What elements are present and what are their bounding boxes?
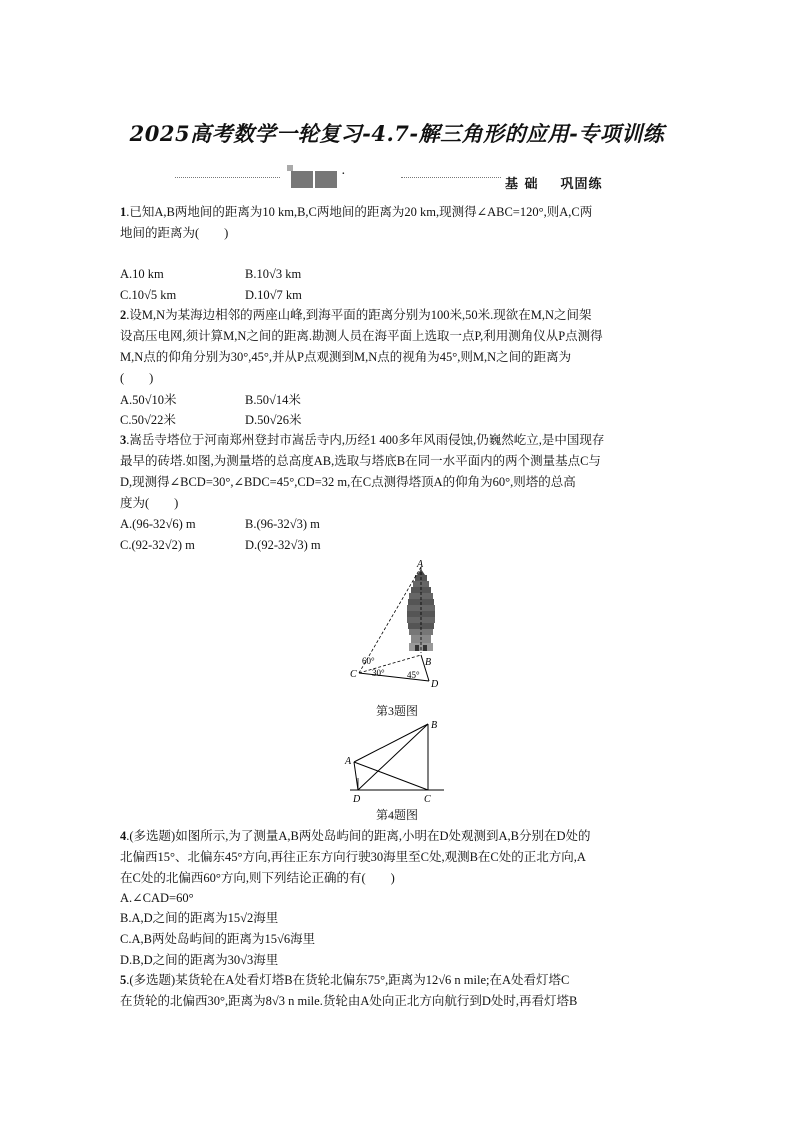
figure-3-caption: 第3题图 xyxy=(375,704,418,718)
option-a: A.50√10米 xyxy=(120,393,177,407)
option-d: D.10√7 km xyxy=(245,288,302,302)
question-stem: 度为( ) xyxy=(120,496,179,510)
question-stem: D,现测得∠BCD=30°,∠BDC=45°,CD=32 m,在C点测得塔顶A的仰角为60°,则塔的总高 xyxy=(120,475,576,489)
figure-4-diagram xyxy=(342,718,452,804)
options-row xyxy=(120,514,370,534)
section-label-practice: 巩固练 xyxy=(560,177,603,192)
question-number: 5 xyxy=(120,973,127,987)
line-ac xyxy=(354,762,428,790)
question-stem: M,N点的仰角分别为30°,45°,并从P点观测到M,N点的视角为45°,则M,N之间的距离为 xyxy=(120,350,572,364)
page-title: 2025高考数学一轮复习-4.7-解三角形的应用-专项训练 xyxy=(129,121,665,146)
options-row xyxy=(120,285,370,305)
decor-dot: · xyxy=(341,167,346,182)
dotted-rule-right xyxy=(401,177,501,178)
options-row xyxy=(120,410,370,430)
question-2 xyxy=(120,305,680,389)
label-c: C xyxy=(424,794,431,804)
option-a: A.∠CAD=60° xyxy=(120,891,194,905)
option-b: B.(96-32√3) m xyxy=(245,517,320,531)
label-a: A xyxy=(417,559,424,570)
option-c: C.10√5 km xyxy=(120,288,177,302)
section-header xyxy=(175,165,635,195)
option-a: A.(96-32√6) m xyxy=(120,517,196,531)
option-c: C.A,B两处岛屿间的距离为15√6海里 xyxy=(120,932,316,946)
angle-label-30: 30° xyxy=(372,668,385,678)
question-5 xyxy=(120,970,680,1012)
question-stem: .(多选题)某货轮在A处看灯塔B在货轮北偏东75°,距离为12√6 n mile;在A处看灯塔C xyxy=(126,973,570,987)
option-d: D.B,D之间的距离为30√3海里 xyxy=(120,953,279,967)
question-1 xyxy=(120,202,680,244)
question-number: 2 xyxy=(120,308,127,322)
line-db xyxy=(358,724,428,790)
question-number: 1 xyxy=(120,205,127,219)
angle-label-45: 45° xyxy=(407,670,420,680)
question-stem: .设M,N为某海边相邻的两座山峰,到海平面的距离分别为100米,50米.现欲在M,N之间架 xyxy=(126,308,592,322)
question-stem: 地间的距离为( ) xyxy=(120,226,229,240)
option-d: D.50√26米 xyxy=(245,413,302,427)
question-stem: 设高压电网,须计算M,N之间的距离.勘测人员在海平面上选取一点P,利用测角仪从P点测得 xyxy=(120,329,603,343)
line-ad xyxy=(354,762,358,790)
line-ab xyxy=(354,724,428,762)
options-row xyxy=(120,390,370,410)
option-b: B.50√14米 xyxy=(245,393,301,407)
label-b: B xyxy=(425,657,432,668)
options-row xyxy=(120,535,370,555)
angle-label-60: 60° xyxy=(362,656,375,666)
label-d: D xyxy=(431,679,439,690)
question-4 xyxy=(120,826,680,889)
section-label-basic: 基 础 xyxy=(505,177,539,192)
section-title xyxy=(505,173,625,192)
question-stem: ( ) xyxy=(120,371,154,385)
option-d: D.(92-32√3) m xyxy=(245,538,321,552)
figure-4-caption: 第4题图 xyxy=(375,808,418,822)
figure-3-pagoda-diagram xyxy=(345,557,450,693)
question-stem: .(多选题)如图所示,为了测量A,B两处岛屿间的距离,小明在D处观测到A,B分别在D处的 xyxy=(126,829,591,843)
question-number: 3 xyxy=(120,433,127,447)
dotted-rule-left xyxy=(175,177,280,178)
label-b: B xyxy=(431,720,438,731)
label-d: D xyxy=(353,794,361,804)
question-stem: 最早的砖塔.如图,为测量塔的总高度AB,选取与塔底B在同一水平面内的两个测量基点C与 xyxy=(120,454,601,468)
decor-block-2 xyxy=(315,171,337,188)
option-b: B.A,D之间的距离为15√2海里 xyxy=(120,911,279,925)
question-stem: 北偏西15°、北偏东45°方向,再往正东方向行驶30海里至C处,观测B在C处的正北方向,A xyxy=(120,850,586,864)
question-stem: .已知A,B两地间的距离为10 km,B,C两地间的距离为20 km,现测得∠ABC=120°,则A,C两 xyxy=(126,205,593,219)
question-3 xyxy=(120,430,680,514)
label-a: A xyxy=(345,756,352,767)
options-row xyxy=(120,264,370,284)
question-stem: 在货轮的北偏西30°,距离为8√3 n mile.货轮由A处向正北方向航行到D处时,再看灯塔B xyxy=(120,994,578,1008)
option-c: C.50√22米 xyxy=(120,413,176,427)
label-c: C xyxy=(350,669,357,680)
decor-block-1 xyxy=(291,171,313,188)
option-b: B.10√3 km xyxy=(245,267,302,281)
question-stem: .嵩岳寺塔位于河南郑州登封市嵩岳寺内,历经1 400多年风雨侵蚀,仍巍然屹立,是中国现存 xyxy=(126,433,605,447)
option-c: C.(92-32√2) m xyxy=(120,538,195,552)
option-a: A.10 km xyxy=(120,267,164,281)
question-number: 4 xyxy=(120,829,127,843)
question-stem: 在C处的北偏西60°方向,则下列结论正确的有( ) xyxy=(120,871,395,885)
